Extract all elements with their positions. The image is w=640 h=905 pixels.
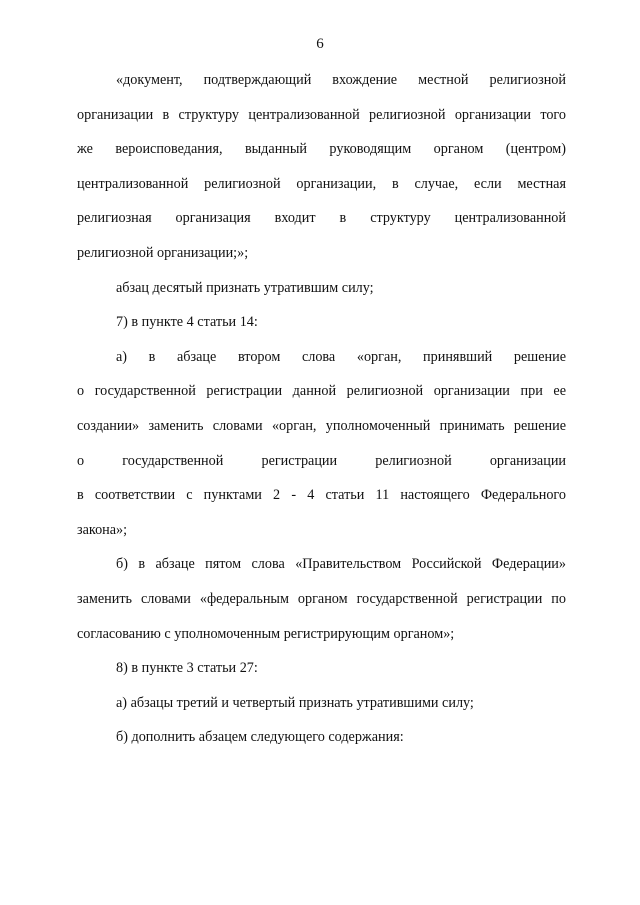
text-line: о государственной регистрации данной религиозной организации при ее (77, 383, 566, 400)
text-line: б) дополнить абзацем следующего содержания: (116, 729, 404, 746)
text-line: религиозная организация входит в структуру централизованной (77, 210, 566, 227)
text-line: «документ, подтверждающий вхождение местной религиозной (116, 72, 566, 88)
text-line: а) в абзаце втором слова «орган, принявший решение (116, 348, 566, 365)
text-line: абзац десятый признать утратившим силу; (116, 279, 374, 296)
text-line: в соответствии с пунктами 2 - 4 статьи 11 настоящего Федерального (77, 487, 566, 504)
text-line: создании» заменить словами «орган, уполномоченный принимать решение (77, 417, 566, 434)
text-line: заменить словами «федеральным органом государственной регистрации по (77, 590, 566, 607)
text-line: же вероисповедания, выданный руководящим органом (центром) (77, 141, 566, 158)
text-line: религиозной организации;»; (77, 244, 249, 261)
text-line: закона»; (77, 521, 128, 538)
text-line: согласованию с уполномоченным регистрирующим органом»; (77, 625, 455, 642)
document-body (77, 70, 566, 762)
text-line: о государственной регистрации религиозной организации (77, 452, 566, 469)
text-line: 8) в пункте 3 статьи 27: (116, 660, 258, 677)
text-line: централизованной религиозной организации, в случае, если местная (77, 175, 566, 192)
text-line: а) абзацы третий и четвертый признать утратившими силу; (116, 694, 474, 711)
text-line: б) в абзаце пятом слова «Правительством Российской Федерации» (116, 556, 566, 573)
text-line: организации в структуру централизованной религиозной организации того (77, 106, 566, 123)
text-line: 7) в пункте 4 статьи 14: (116, 314, 258, 331)
page-number: 6 (316, 36, 324, 52)
